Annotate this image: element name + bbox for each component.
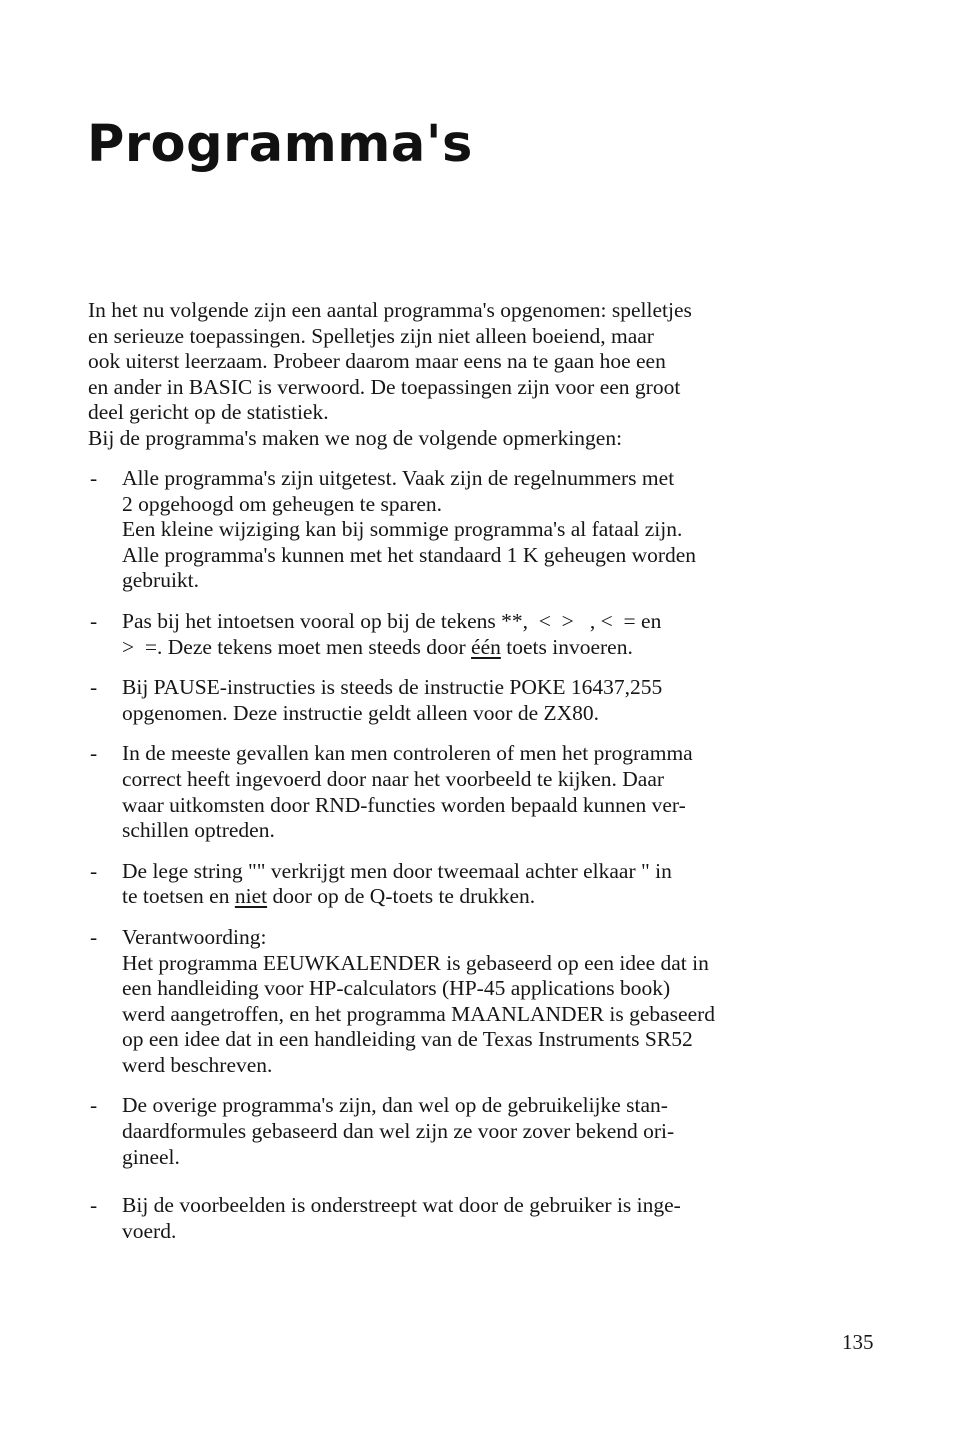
- list-item: [88, 675, 898, 726]
- text-segment: toets invoeren.: [500, 634, 633, 659]
- list-item: [88, 1193, 898, 1244]
- list-item: [88, 741, 898, 843]
- text-line: deel gericht op de statistiek.: [88, 400, 329, 425]
- list-dash: -: [90, 1193, 98, 1218]
- page-number: 135: [842, 1330, 874, 1354]
- text-line: Bij PAUSE-instructies is steeds de instructie POKE 16437,255: [122, 675, 663, 700]
- intro-paragraph: [88, 298, 898, 452]
- text-line: In het nu volgende zijn een aantal programma's opgenomen: spelletjes: [88, 298, 692, 322]
- remarks-list: [88, 466, 898, 1259]
- text-line: De overige programma's zijn, dan wel op de gebruikelijke stan-: [122, 1093, 668, 1118]
- underlined-word: niet: [234, 884, 268, 909]
- list-dash: -: [90, 466, 98, 490]
- text-line: gebruikt.: [122, 568, 200, 593]
- list-dash: -: [90, 924, 98, 949]
- text-line: opgenomen. Deze instructie geldt alleen voor de ZX80.: [122, 700, 600, 725]
- text-line: Bij de voorbeelden is onderstreept wat door de gebruiker is inge-: [122, 1193, 681, 1218]
- text-line: 2 opgehoogd om geheugen te sparen.: [122, 491, 443, 516]
- text-line: [122, 635, 898, 661]
- text-line: gineel.: [122, 1144, 180, 1169]
- list-item: [88, 466, 898, 594]
- text-line: Pas bij het intoetsen vooral op bij de tekens **, < > , < = en: [122, 608, 662, 633]
- text-line: Het programma EEUWKALENDER is gebaseerd op een idee dat in: [122, 950, 709, 975]
- text-line: ook uiterst leerzaam. Probeer daarom maar eens na te gaan hoe een: [88, 349, 666, 374]
- text-segment: te toetsen en: [122, 884, 235, 909]
- text-line: werd beschreven.: [122, 1052, 273, 1077]
- text-line: Alle programma's zijn uitgetest. Vaak zijn de regelnummers met: [122, 466, 675, 490]
- list-dash: -: [90, 741, 98, 766]
- text-line: Bij de programma's maken we nog de volgende opmerkingen:: [88, 425, 623, 450]
- page-title: Programma's: [87, 115, 473, 174]
- text-line: correct heeft ingevoerd door naar het voorbeeld te kijken. Daar: [122, 766, 665, 791]
- text-line: op een idee dat in een handleiding van de Texas Instruments SR52: [122, 1027, 693, 1052]
- text-line: werd aangetroffen, en het programma MAANLANDER is gebaseerd: [122, 1001, 716, 1026]
- list-item: [88, 609, 898, 660]
- text-line: daardformules gebaseerd dan wel zijn ze voor zover bekend ori-: [122, 1119, 675, 1144]
- text-line: In de meeste gevallen kan men controleren of men het programma: [122, 741, 693, 766]
- list-dash: -: [90, 675, 98, 700]
- text-line: een handleiding voor HP-calculators (HP-45 applications book): [122, 976, 671, 1001]
- text-line: Verantwoording:: [122, 924, 267, 949]
- text-segment: door op de Q-toets te drukken.: [267, 884, 536, 909]
- text-segment: > =. Deze tekens moet men steeds door: [122, 634, 472, 659]
- text-line: [122, 884, 898, 910]
- text-line: De lege string "" verkrijgt men door tweemaal achter elkaar " in: [122, 858, 672, 883]
- underlined-word: één: [471, 634, 501, 659]
- text-line: voerd.: [122, 1218, 177, 1243]
- list-dash: -: [90, 858, 98, 883]
- text-line: Alle programma's kunnen met het standaard 1 K geheugen worden: [122, 542, 697, 567]
- text-line: waar uitkomsten door RND-functies worden bepaald kunnen ver-: [122, 792, 686, 817]
- text-line: en serieuze toepassingen. Spelletjes zijn niet alleen boeiend, maar: [88, 323, 654, 348]
- list-item: [88, 1093, 898, 1170]
- text-line: Een kleine wijziging kan bij sommige programma's al fataal zijn.: [122, 517, 683, 542]
- list-item: [88, 925, 898, 1079]
- list-dash: -: [90, 1093, 98, 1118]
- text-line: schillen optreden.: [122, 818, 275, 843]
- list-item: [88, 859, 898, 910]
- text-line: en ander in BASIC is verwoord. De toepassingen zijn voor een groot: [88, 374, 681, 399]
- list-dash: -: [90, 608, 98, 633]
